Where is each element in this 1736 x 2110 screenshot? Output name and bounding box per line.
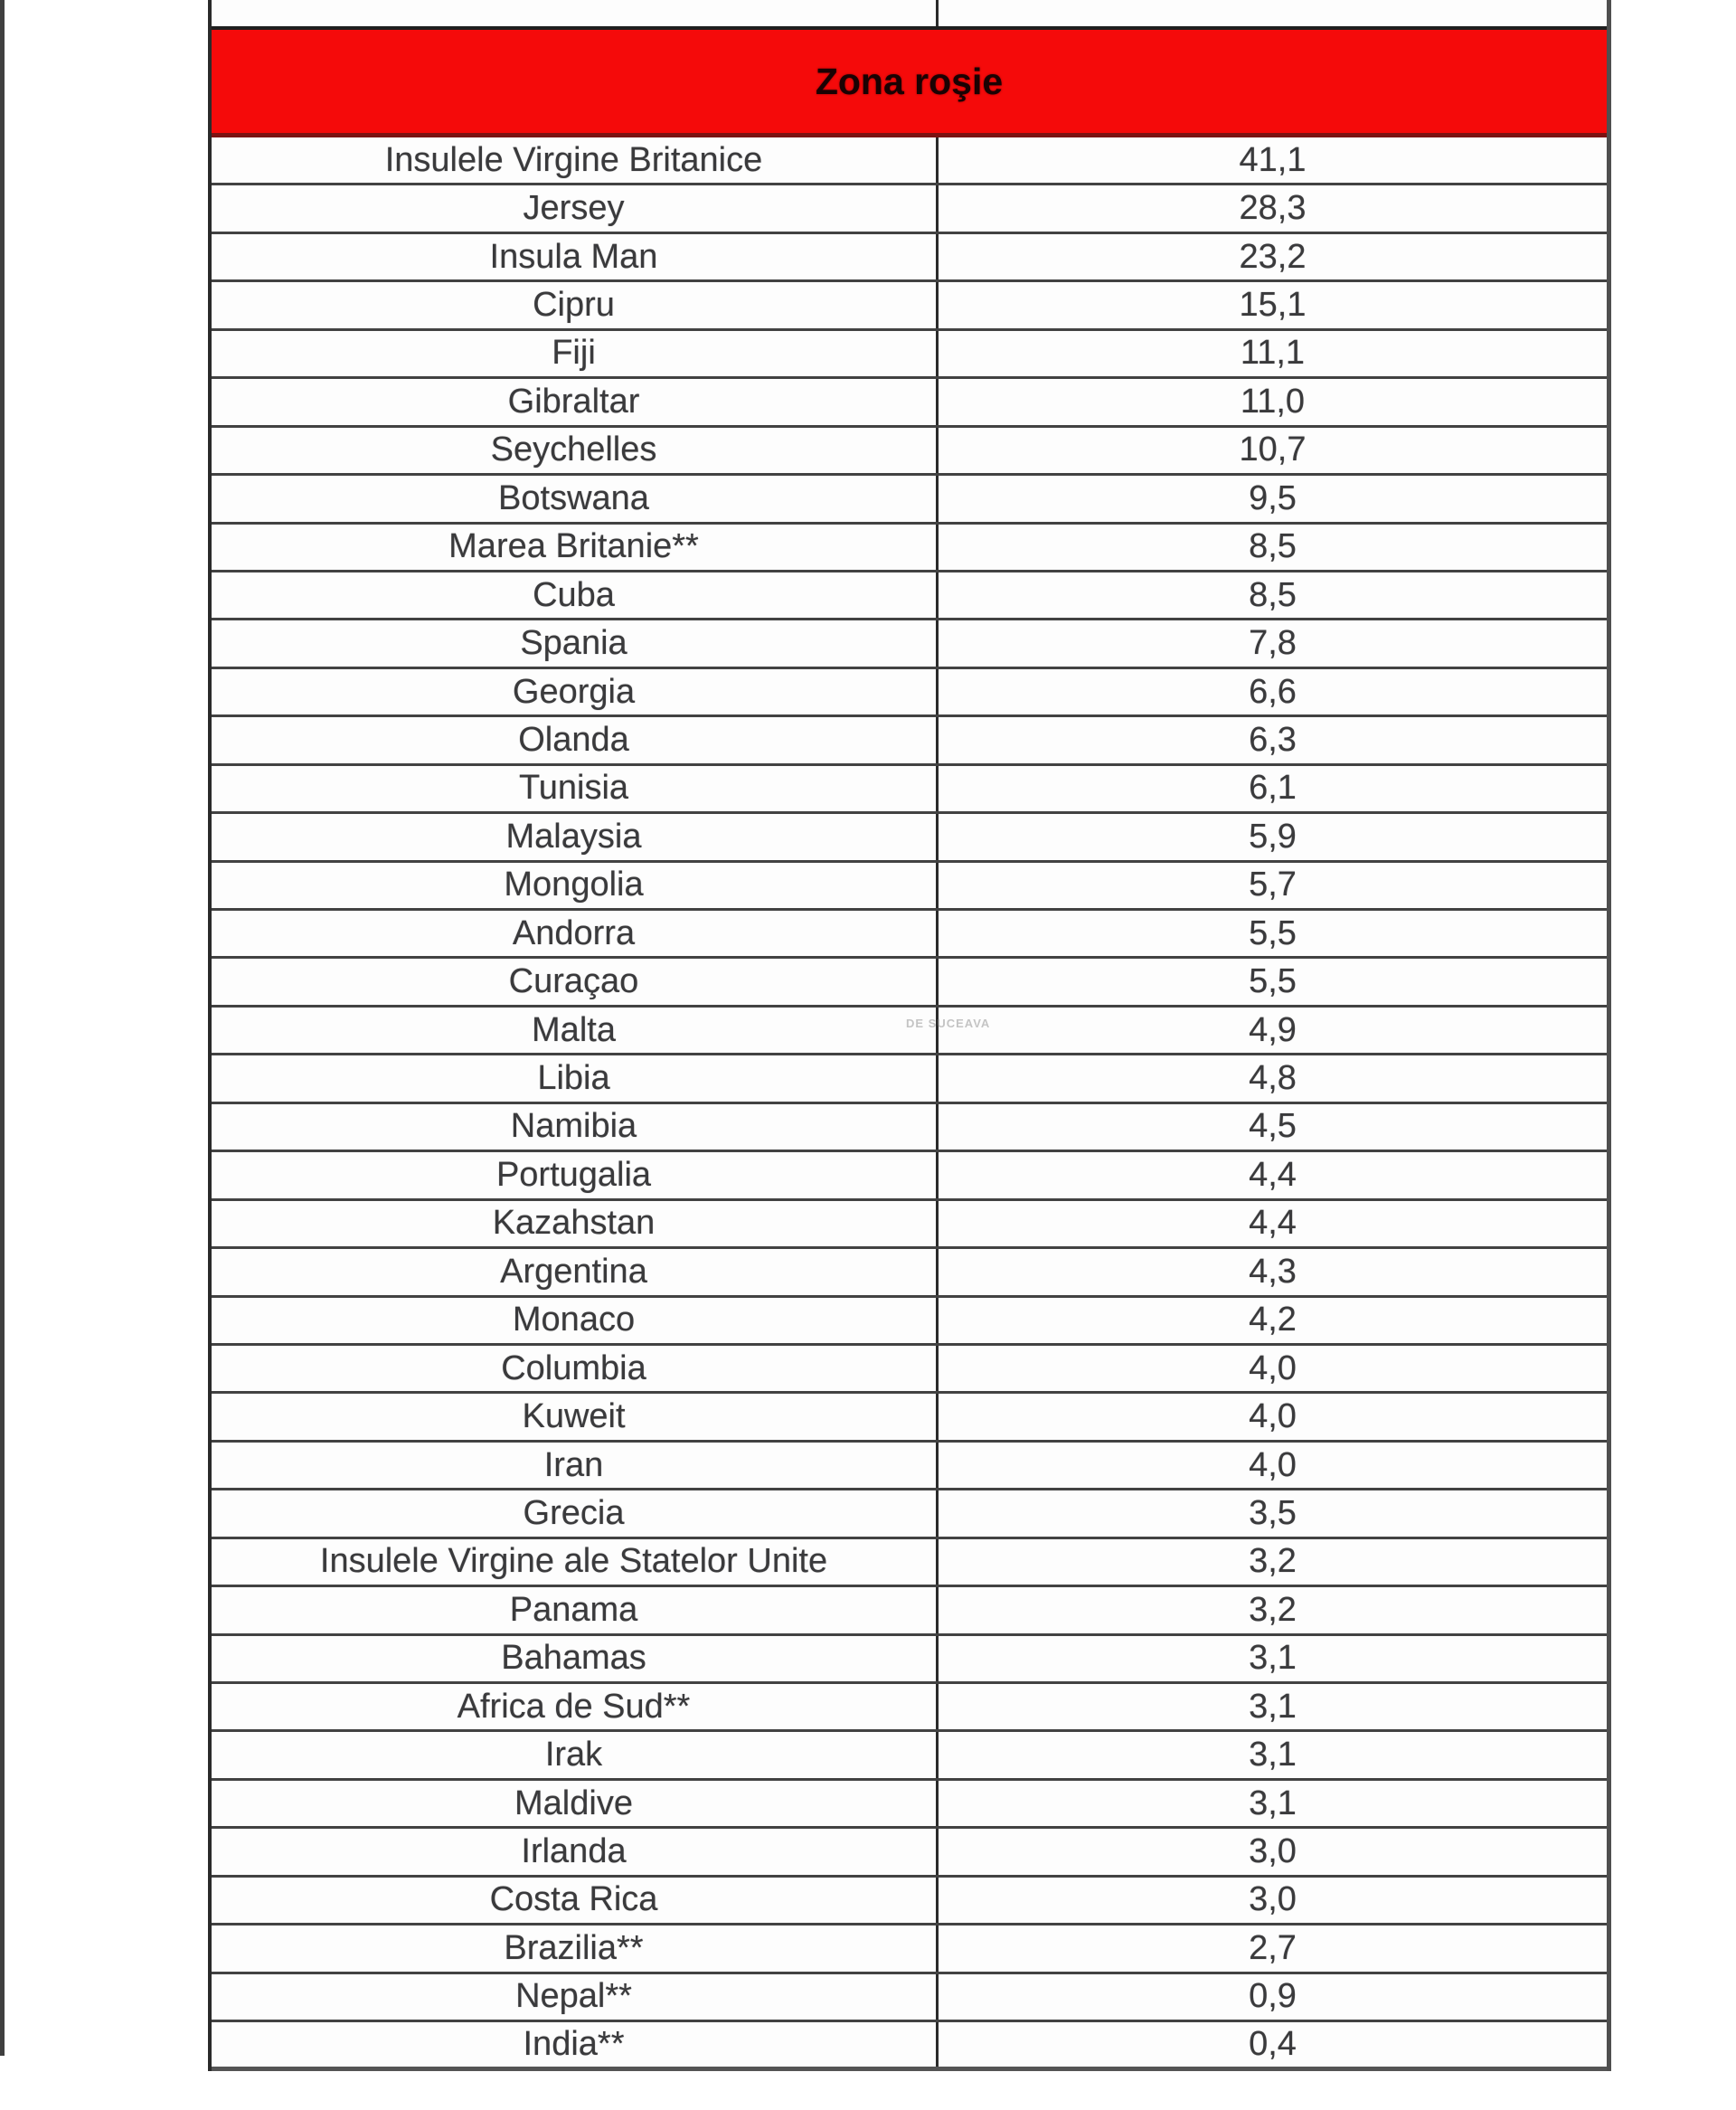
value-cell [939,863,1607,908]
country-name: Namibia [510,1107,637,1146]
country-name: Cuba [533,575,615,614]
value-cell [939,1201,1607,1246]
value-cell [939,959,1607,1004]
table-row [212,1394,1607,1442]
country-name: India** [523,2024,625,2063]
incidence-value: 5,7 [1249,866,1297,904]
country-cell [212,1925,939,1971]
incidence-value: 3,1 [1249,1736,1297,1774]
table-row [212,1587,1607,1635]
country-name: Seychelles [490,431,657,469]
country-cell [212,717,939,762]
value-cell [939,1055,1607,1101]
country-name: Columbia [501,1348,646,1387]
table-row [212,282,1607,330]
incidence-value: 4,2 [1249,1301,1297,1339]
country-cell [212,1152,939,1197]
country-cell [212,1829,939,1874]
country-name: Kuweit [522,1397,626,1436]
country-cell [212,863,939,908]
table-row [212,669,1607,717]
country-cell [212,1443,939,1488]
table-row [212,1732,1607,1780]
table-row [212,1055,1607,1103]
incidence-value: 4,0 [1249,1348,1297,1387]
incidence-value: 6,6 [1249,672,1297,711]
country-cell [212,282,939,327]
incidence-value: 8,5 [1249,575,1297,614]
country-cell [212,959,939,1004]
page-edge-line [0,0,5,2056]
table-row [212,1201,1607,1249]
partial-country-cell [212,0,939,26]
country-cell [212,428,939,473]
table-row [212,717,1607,765]
incidence-value: 4,8 [1249,1059,1297,1098]
value-cell [939,1346,1607,1391]
country-name: Spania [520,624,627,663]
country-cell [212,1394,939,1439]
value-cell [939,717,1607,762]
table-row [212,1346,1607,1394]
country-name: Nepal** [515,1977,632,2016]
country-cell [212,379,939,424]
partial-value-cell [939,0,1607,26]
country-cell [212,1346,939,1391]
value-cell [939,1490,1607,1536]
incidence-value: 5,9 [1249,817,1297,856]
table-row [212,1878,1607,1925]
table-row [212,1684,1607,1732]
table-row [212,331,1607,379]
country-cell [212,911,939,956]
table-row [212,476,1607,524]
incidence-value: 7,8 [1249,624,1297,663]
table-row [212,1443,1607,1490]
table-row [212,1298,1607,1346]
country-cell [212,137,939,183]
country-name: Andorra [512,913,636,952]
incidence-value: 5,5 [1249,913,1297,952]
table-row [212,185,1607,233]
country-name: Iran [543,1445,604,1484]
value-cell [939,379,1607,424]
country-cell [212,476,939,521]
country-name: Olanda [518,720,629,759]
country-name: Argentina [500,1252,647,1291]
table-row [212,959,1607,1007]
incidence-value: 3,2 [1249,1542,1297,1581]
incidence-value: 9,5 [1249,478,1297,517]
incidence-value: 4,0 [1249,1397,1297,1436]
value-cell [939,669,1607,714]
country-name: Malta [532,1010,616,1049]
country-cell [212,2022,939,2066]
country-cell [212,572,939,618]
table-row [212,137,1607,185]
value-cell [939,282,1607,327]
country-cell [212,1636,939,1681]
value-cell [939,234,1607,279]
value-cell [939,185,1607,231]
country-cell [212,1055,939,1101]
country-name: Insula Man [489,237,658,276]
incidence-value: 3,5 [1249,1493,1297,1532]
country-name: Maldive [514,1784,633,1822]
table-row [212,911,1607,959]
incidence-value: 2,7 [1249,1928,1297,1967]
table-row [212,572,1607,620]
table-row [212,1249,1607,1297]
incidence-value: 11,1 [1240,334,1306,373]
country-cell [212,814,939,859]
table-row [212,1925,1607,1973]
incidence-value: 4,9 [1249,1010,1297,1049]
country-name: Libia [537,1059,610,1098]
value-cell [939,1298,1607,1343]
table-row [212,1636,1607,1684]
country-cell [212,1008,939,1053]
value-cell [939,476,1607,521]
value-cell [939,620,1607,666]
red-zone-table [208,0,1611,2071]
value-cell [939,2022,1607,2066]
incidence-value: 3,1 [1249,1784,1297,1822]
value-cell [939,1829,1607,1874]
country-cell [212,1539,939,1585]
value-cell [939,1732,1607,1777]
zone-header-label: Zona roşie [815,60,1004,102]
country-name: Curaçao [508,962,639,1001]
value-cell [939,331,1607,376]
country-name: Georgia [512,672,636,711]
table-row [212,428,1607,476]
country-name: Grecia [523,1493,625,1532]
value-cell [939,572,1607,618]
zone-header-row [212,30,1607,137]
country-name: Costa Rica [489,1880,658,1919]
country-cell [212,1878,939,1923]
country-name: Brazilia** [504,1928,644,1967]
country-cell [212,1781,939,1826]
country-cell [212,1249,939,1294]
value-cell [939,1878,1607,1923]
incidence-value: 4,4 [1249,1155,1297,1194]
incidence-value: 3,2 [1249,1590,1297,1629]
value-cell [939,1539,1607,1585]
country-name: Fiji [552,334,596,373]
country-cell [212,185,939,231]
country-name: Kazahstan [492,1204,656,1243]
value-cell [939,1152,1607,1197]
table-row [212,1152,1607,1200]
country-cell [212,1201,939,1246]
table-row [212,863,1607,911]
country-name: Africa de Sud** [457,1687,691,1726]
incidence-value: 10,7 [1239,431,1307,469]
value-cell [939,1008,1607,1053]
table-body [212,137,1607,2071]
table-row [212,620,1607,668]
country-name: Irlanda [521,1832,627,1871]
value-cell [939,1974,1607,2020]
incidence-value: 3,1 [1249,1639,1297,1678]
country-name: Marea Britanie** [448,527,699,566]
table-row [212,1008,1607,1055]
incidence-value: 4,5 [1249,1107,1297,1146]
watermark: DE SUCEAVA [906,1017,991,1030]
country-cell [212,1732,939,1777]
value-cell [939,814,1607,859]
value-cell [939,1587,1607,1632]
incidence-value: 3,0 [1249,1880,1297,1919]
country-cell [212,669,939,714]
value-cell [939,1781,1607,1826]
value-cell [939,525,1607,570]
country-cell [212,1974,939,2020]
incidence-value: 5,5 [1249,962,1297,1001]
country-name: Panama [509,1590,638,1629]
value-cell [939,1249,1607,1294]
table-row [212,1539,1607,1587]
value-cell [939,1443,1607,1488]
country-name: Irak [544,1736,603,1774]
table-row [212,1974,1607,2022]
incidence-value: 8,5 [1249,527,1297,566]
country-cell [212,1104,939,1150]
value-cell [939,1684,1607,1729]
value-cell [939,137,1607,183]
country-cell [212,234,939,279]
country-name: Bahamas [501,1639,646,1678]
table-row [212,814,1607,862]
country-name: Jersey [523,189,625,228]
incidence-value: 4,4 [1249,1204,1297,1243]
country-name: Tunisia [518,769,629,808]
country-name: Insulele Virgine ale Statelor Unite [319,1542,828,1581]
country-name: Gibraltar [507,382,640,421]
country-cell [212,1298,939,1343]
incidence-value: 23,2 [1239,237,1307,276]
incidence-value: 3,1 [1249,1687,1297,1726]
country-cell [212,1490,939,1536]
table-row [212,379,1607,427]
incidence-value: 4,0 [1249,1445,1297,1484]
country-cell [212,1684,939,1729]
value-cell [939,1636,1607,1681]
country-name: Botswana [498,478,649,517]
country-name: Mongolia [504,866,644,904]
incidence-value: 3,0 [1249,1832,1297,1871]
incidence-value: 6,1 [1249,769,1297,808]
country-cell [212,620,939,666]
country-cell [212,331,939,376]
incidence-value: 4,3 [1249,1252,1297,1291]
country-name: Cipru [533,286,615,325]
value-cell [939,428,1607,473]
table-row [212,1104,1607,1152]
table-row [212,1829,1607,1877]
value-cell [939,1394,1607,1439]
incidence-value: 15,1 [1239,286,1307,325]
value-cell [939,1925,1607,1971]
incidence-value: 0,4 [1249,2024,1297,2063]
country-name: Monaco [512,1301,636,1339]
incidence-value: 0,9 [1249,1977,1297,2016]
value-cell [939,1104,1607,1150]
table-row [212,766,1607,814]
table-row-partial [212,0,1607,30]
country-cell [212,525,939,570]
table-row [212,525,1607,572]
country-cell [212,1587,939,1632]
value-cell [939,766,1607,811]
table-row [212,1490,1607,1538]
country-name: Insulele Virgine Britanice [384,140,763,179]
incidence-value: 6,3 [1249,720,1297,759]
table-row [212,1781,1607,1829]
incidence-value: 41,1 [1239,140,1307,179]
incidence-value: 28,3 [1239,189,1307,228]
country-cell [212,766,939,811]
incidence-value: 11,0 [1240,382,1306,421]
table-row [212,234,1607,282]
country-name: Malaysia [505,817,642,856]
country-name: Portugalia [495,1155,652,1194]
value-cell [939,911,1607,956]
table-row [212,2022,1607,2070]
